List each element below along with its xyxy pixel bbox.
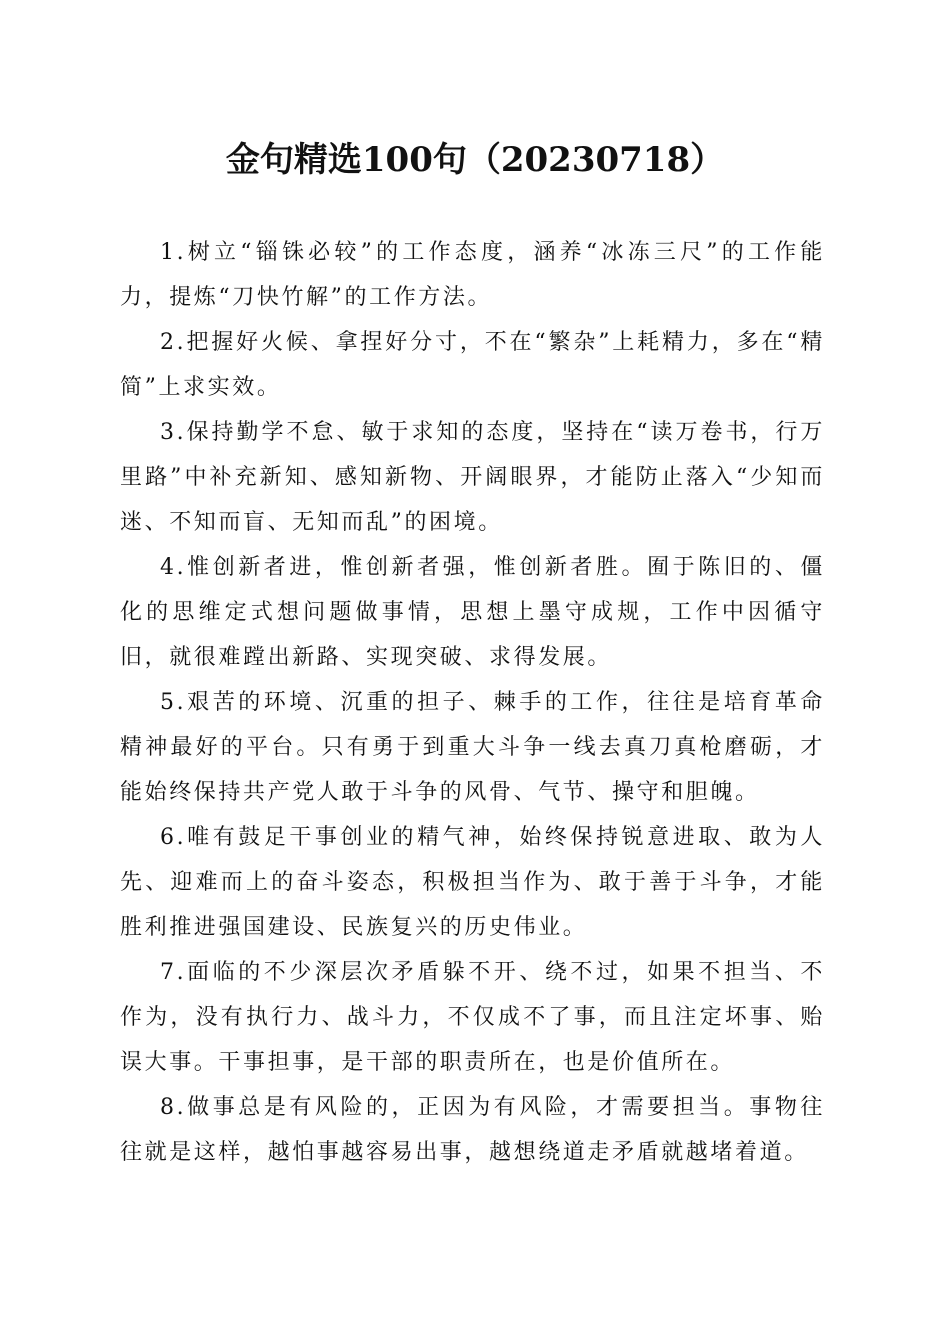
- paragraph-1: 1.树立“锱铢必较”的工作态度，涵养“冰冻三尺”的工作能力，提炼“刀快竹解”的工作方法。: [120, 240, 825, 310]
- paragraph-3: 3.保持勤学不怠、敏于求知的态度，坚持在“读万卷书，行万里路”中补充新知、感知新物、开阔眼界，才能防止落入“少知而迷、不知而盲、无知而乱”的困境。: [120, 420, 825, 535]
- paragraph-7: 7.面临的不少深层次矛盾躲不开、绕不过，如果不担当、不作为，没有执行力、战斗力，不仅成不了事，而且注定坏事、贻误大事。干事担事，是干部的职责所在，也是价值所在。: [120, 960, 825, 1075]
- document-body: [120, 230, 825, 1175]
- paragraph-5: 5.艰苦的环境、沉重的担子、棘手的工作，往往是培育革命精神最好的平台。只有勇于到重大斗争一线去真刀真枪磨砺，才能始终保持共产党人敢于斗争的风骨、气节、操守和胆魄。: [120, 690, 825, 805]
- paragraph-2: 2.把握好火候、拿捏好分寸，不在“繁杂”上耗精力，多在“精简”上求实效。: [120, 330, 825, 400]
- paragraph-6: 6.唯有鼓足干事创业的精气神，始终保持锐意进取、敢为人先、迎难而上的奋斗姿态，积极担当作为、敢于善于斗争，才能胜利推进强国建设、民族复兴的历史伟业。: [120, 825, 825, 940]
- document-title: 金句精选100句（20230718）: [225, 140, 725, 180]
- paragraph-4: 4.惟创新者进，惟创新者强，惟创新者胜。囿于陈旧的、僵化的思维定式想问题做事情，思想上墨守成规，工作中因循守旧，就很难蹚出新路、实现突破、求得发展。: [120, 555, 825, 670]
- paragraph-8: 8.做事总是有风险的，正因为有风险，才需要担当。事物往往就是这样，越怕事越容易出事，越想绕道走矛盾就越堵着道。: [120, 1095, 825, 1165]
